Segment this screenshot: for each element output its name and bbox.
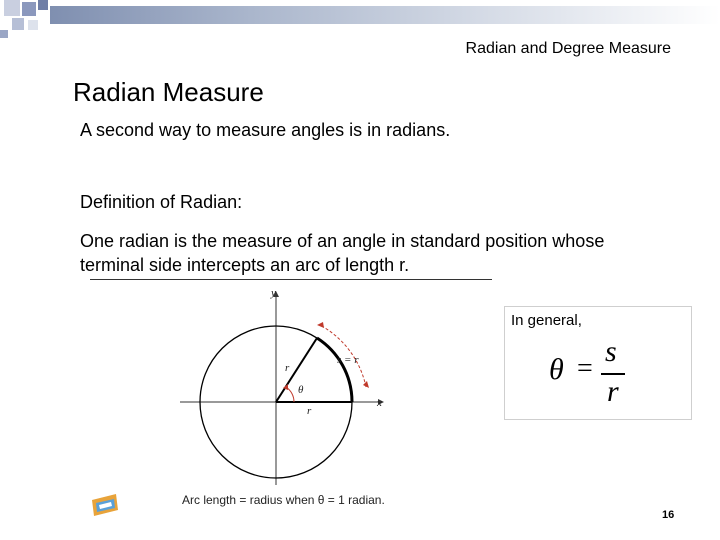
formula-numerator: s — [605, 335, 617, 368]
intercepted-arc — [317, 338, 352, 402]
unit-circle-diagram — [170, 285, 410, 495]
page-number: 16 — [662, 509, 675, 521]
divider — [90, 279, 492, 280]
arc-label: s = r — [337, 354, 359, 366]
definition-text: One radian is the measure of an angle in standard position whose terminal side intercepts an arc of length r. — [80, 231, 605, 275]
x-axis-label: x — [377, 397, 382, 409]
decor-square — [4, 0, 20, 16]
angle-label: θ — [298, 384, 304, 396]
initial-radius-label: r — [307, 405, 312, 417]
formula-equals: = — [577, 353, 593, 384]
formula-theta: θ — [549, 353, 564, 386]
terminal-radius-label: r — [285, 362, 290, 374]
header-title: Radian and Degree Measure — [465, 40, 671, 57]
header-gradient-bar — [50, 6, 720, 24]
intro-text: A second way to measure angles is in radians. — [80, 120, 451, 140]
arc-arrowhead-top — [317, 322, 324, 328]
general-label: In general, — [511, 312, 582, 329]
radian-formula — [549, 335, 649, 409]
decor-square — [28, 20, 38, 30]
header-decoration — [0, 0, 720, 40]
decor-square — [22, 2, 36, 16]
radian-figure — [170, 285, 410, 515]
general-formula-box — [504, 306, 692, 420]
publisher-logo — [90, 494, 120, 516]
slide-title: Radian Measure — [73, 77, 264, 107]
decor-square — [0, 30, 8, 38]
formula-denominator: r — [607, 375, 619, 408]
definition-heading: Definition of Radian: — [80, 192, 243, 212]
decor-square — [38, 0, 48, 10]
decor-square — [12, 18, 24, 30]
figure-caption: Arc length = radius when θ = 1 radian. — [182, 493, 385, 507]
y-axis-label: y — [271, 287, 276, 299]
terminal-radius — [276, 338, 317, 402]
